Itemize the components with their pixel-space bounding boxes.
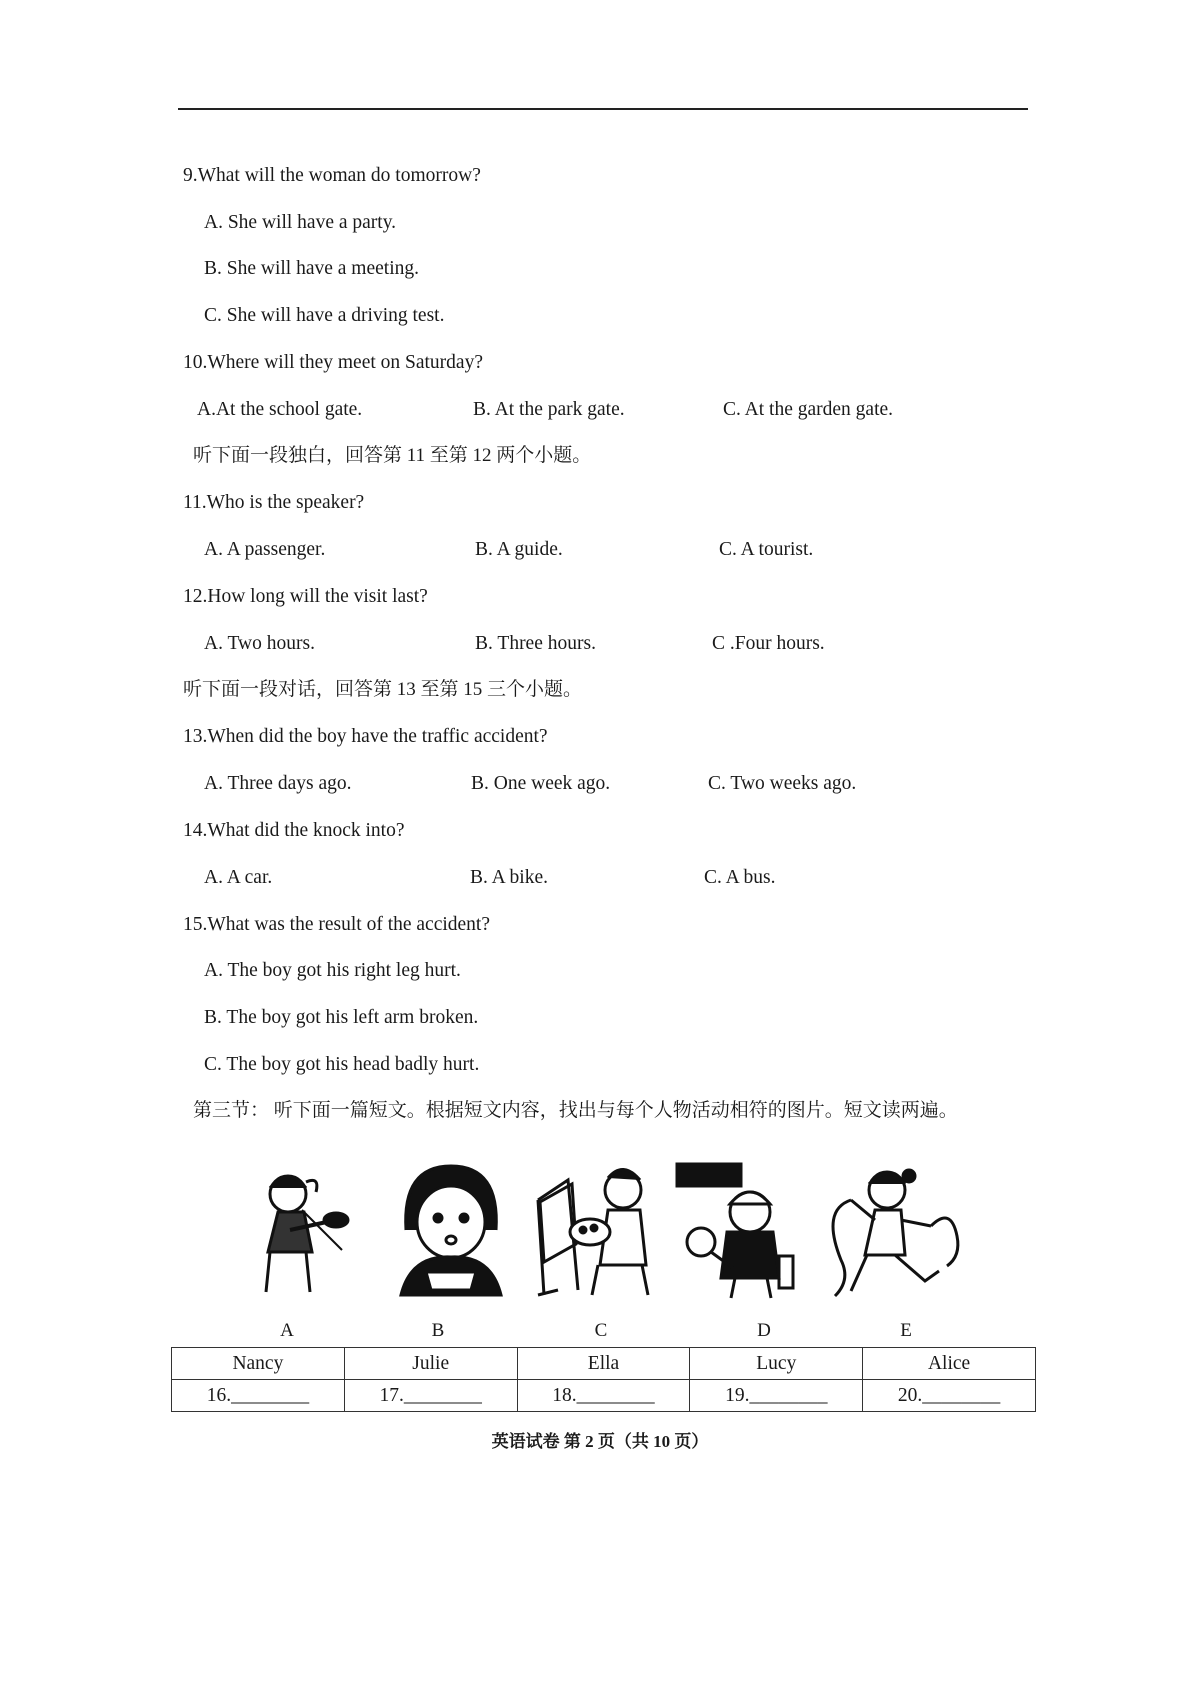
answer-cell: 20.________	[863, 1380, 1036, 1412]
answer-cell: 18.________	[517, 1380, 690, 1412]
name-cell: Alice	[863, 1348, 1036, 1380]
question-13-option-c: C. Two weeks ago.	[708, 773, 857, 794]
name-cell: Julie	[344, 1348, 517, 1380]
question-13-stem: 13.When did the boy have the traffic accident?	[183, 726, 548, 747]
girl-reading-book-icon	[386, 1160, 516, 1300]
question-12-option-c: C .Four hours.	[712, 633, 825, 654]
question-11-option-a: A. A passenger.	[204, 539, 326, 560]
table-row	[172, 1380, 1036, 1412]
question-13-option-b: B. One week ago.	[471, 773, 611, 794]
header-rule	[178, 108, 1028, 110]
question-11-stem: 11.Who is the speaker?	[183, 492, 365, 513]
question-12-option-b: B. Three hours.	[475, 633, 596, 654]
girl-dancing-ribbon-icon	[825, 1160, 965, 1300]
question-10-option-a: A.At the school gate.	[197, 399, 363, 420]
question-9-option-c: C. She will have a driving test.	[204, 305, 445, 326]
question-15-option-b: B. The boy got his left arm broken.	[204, 1007, 479, 1028]
question-11-option-c: C. A tourist.	[719, 539, 814, 560]
question-14-option-c: C. A bus.	[704, 867, 776, 888]
question-14-option-b: B. A bike.	[470, 867, 549, 888]
question-10-option-b: B. At the park gate.	[473, 399, 625, 420]
answer-cell: 17.________	[344, 1380, 517, 1412]
question-12-option-a: A. Two hours.	[204, 633, 315, 654]
answer-table	[171, 1347, 1036, 1412]
question-12-stem: 12.How long will the visit last?	[183, 586, 428, 607]
name-cell: Nancy	[172, 1348, 345, 1380]
name-cell: Ella	[517, 1348, 690, 1380]
picture-label-e: E	[900, 1320, 912, 1341]
table-row	[172, 1348, 1036, 1380]
picture-label-a: A	[280, 1320, 294, 1341]
question-14-stem: 14.What did the knock into?	[183, 820, 405, 841]
picture-label-c: C	[594, 1320, 608, 1341]
girl-painting-icon	[528, 1160, 663, 1300]
girl-playing-violin-icon	[240, 1160, 370, 1300]
monologue-instruction: 听下面一段独白，回答第 11 至第 12 两个小题。	[193, 445, 592, 466]
question-9-option-b: B. She will have a meeting.	[204, 258, 419, 279]
question-15-option-c: C. The boy got his head badly hurt.	[204, 1054, 480, 1075]
question-10-option-c: C. At the garden gate.	[723, 399, 894, 420]
question-11-option-b: B. A guide.	[475, 539, 563, 560]
picture-label-d: D	[757, 1320, 771, 1341]
question-15-stem: 15.What was the result of the accident?	[183, 914, 491, 935]
name-cell: Lucy	[690, 1348, 863, 1380]
picture-label-b: B	[431, 1320, 445, 1341]
question-9-option-a: A. She will have a party.	[204, 212, 397, 233]
answer-cell: 19.________	[690, 1380, 863, 1412]
question-10-stem: 10.Where will they meet on Saturday?	[183, 352, 483, 373]
section3-instruction: 第三节： 听下面一篇短文。根据短文内容，找出与每个人物活动相符的图片。短文读两遍。	[193, 1100, 958, 1121]
page-footer: 英语试卷 第 2 页（共 10 页）	[491, 1432, 709, 1451]
question-13-option-a: A. Three days ago.	[204, 773, 352, 794]
question-9-stem: 9.What will the woman do tomorrow?	[183, 165, 481, 186]
dialogue-instruction: 听下面一段对话，回答第 13 至第 15 三个小题。	[183, 679, 583, 700]
question-15-option-a: A. The boy got his right leg hurt.	[204, 960, 461, 981]
girl-cooking-icon	[675, 1160, 805, 1300]
question-14-option-a: A. A car.	[204, 867, 273, 888]
answer-cell: 16.________	[172, 1380, 345, 1412]
